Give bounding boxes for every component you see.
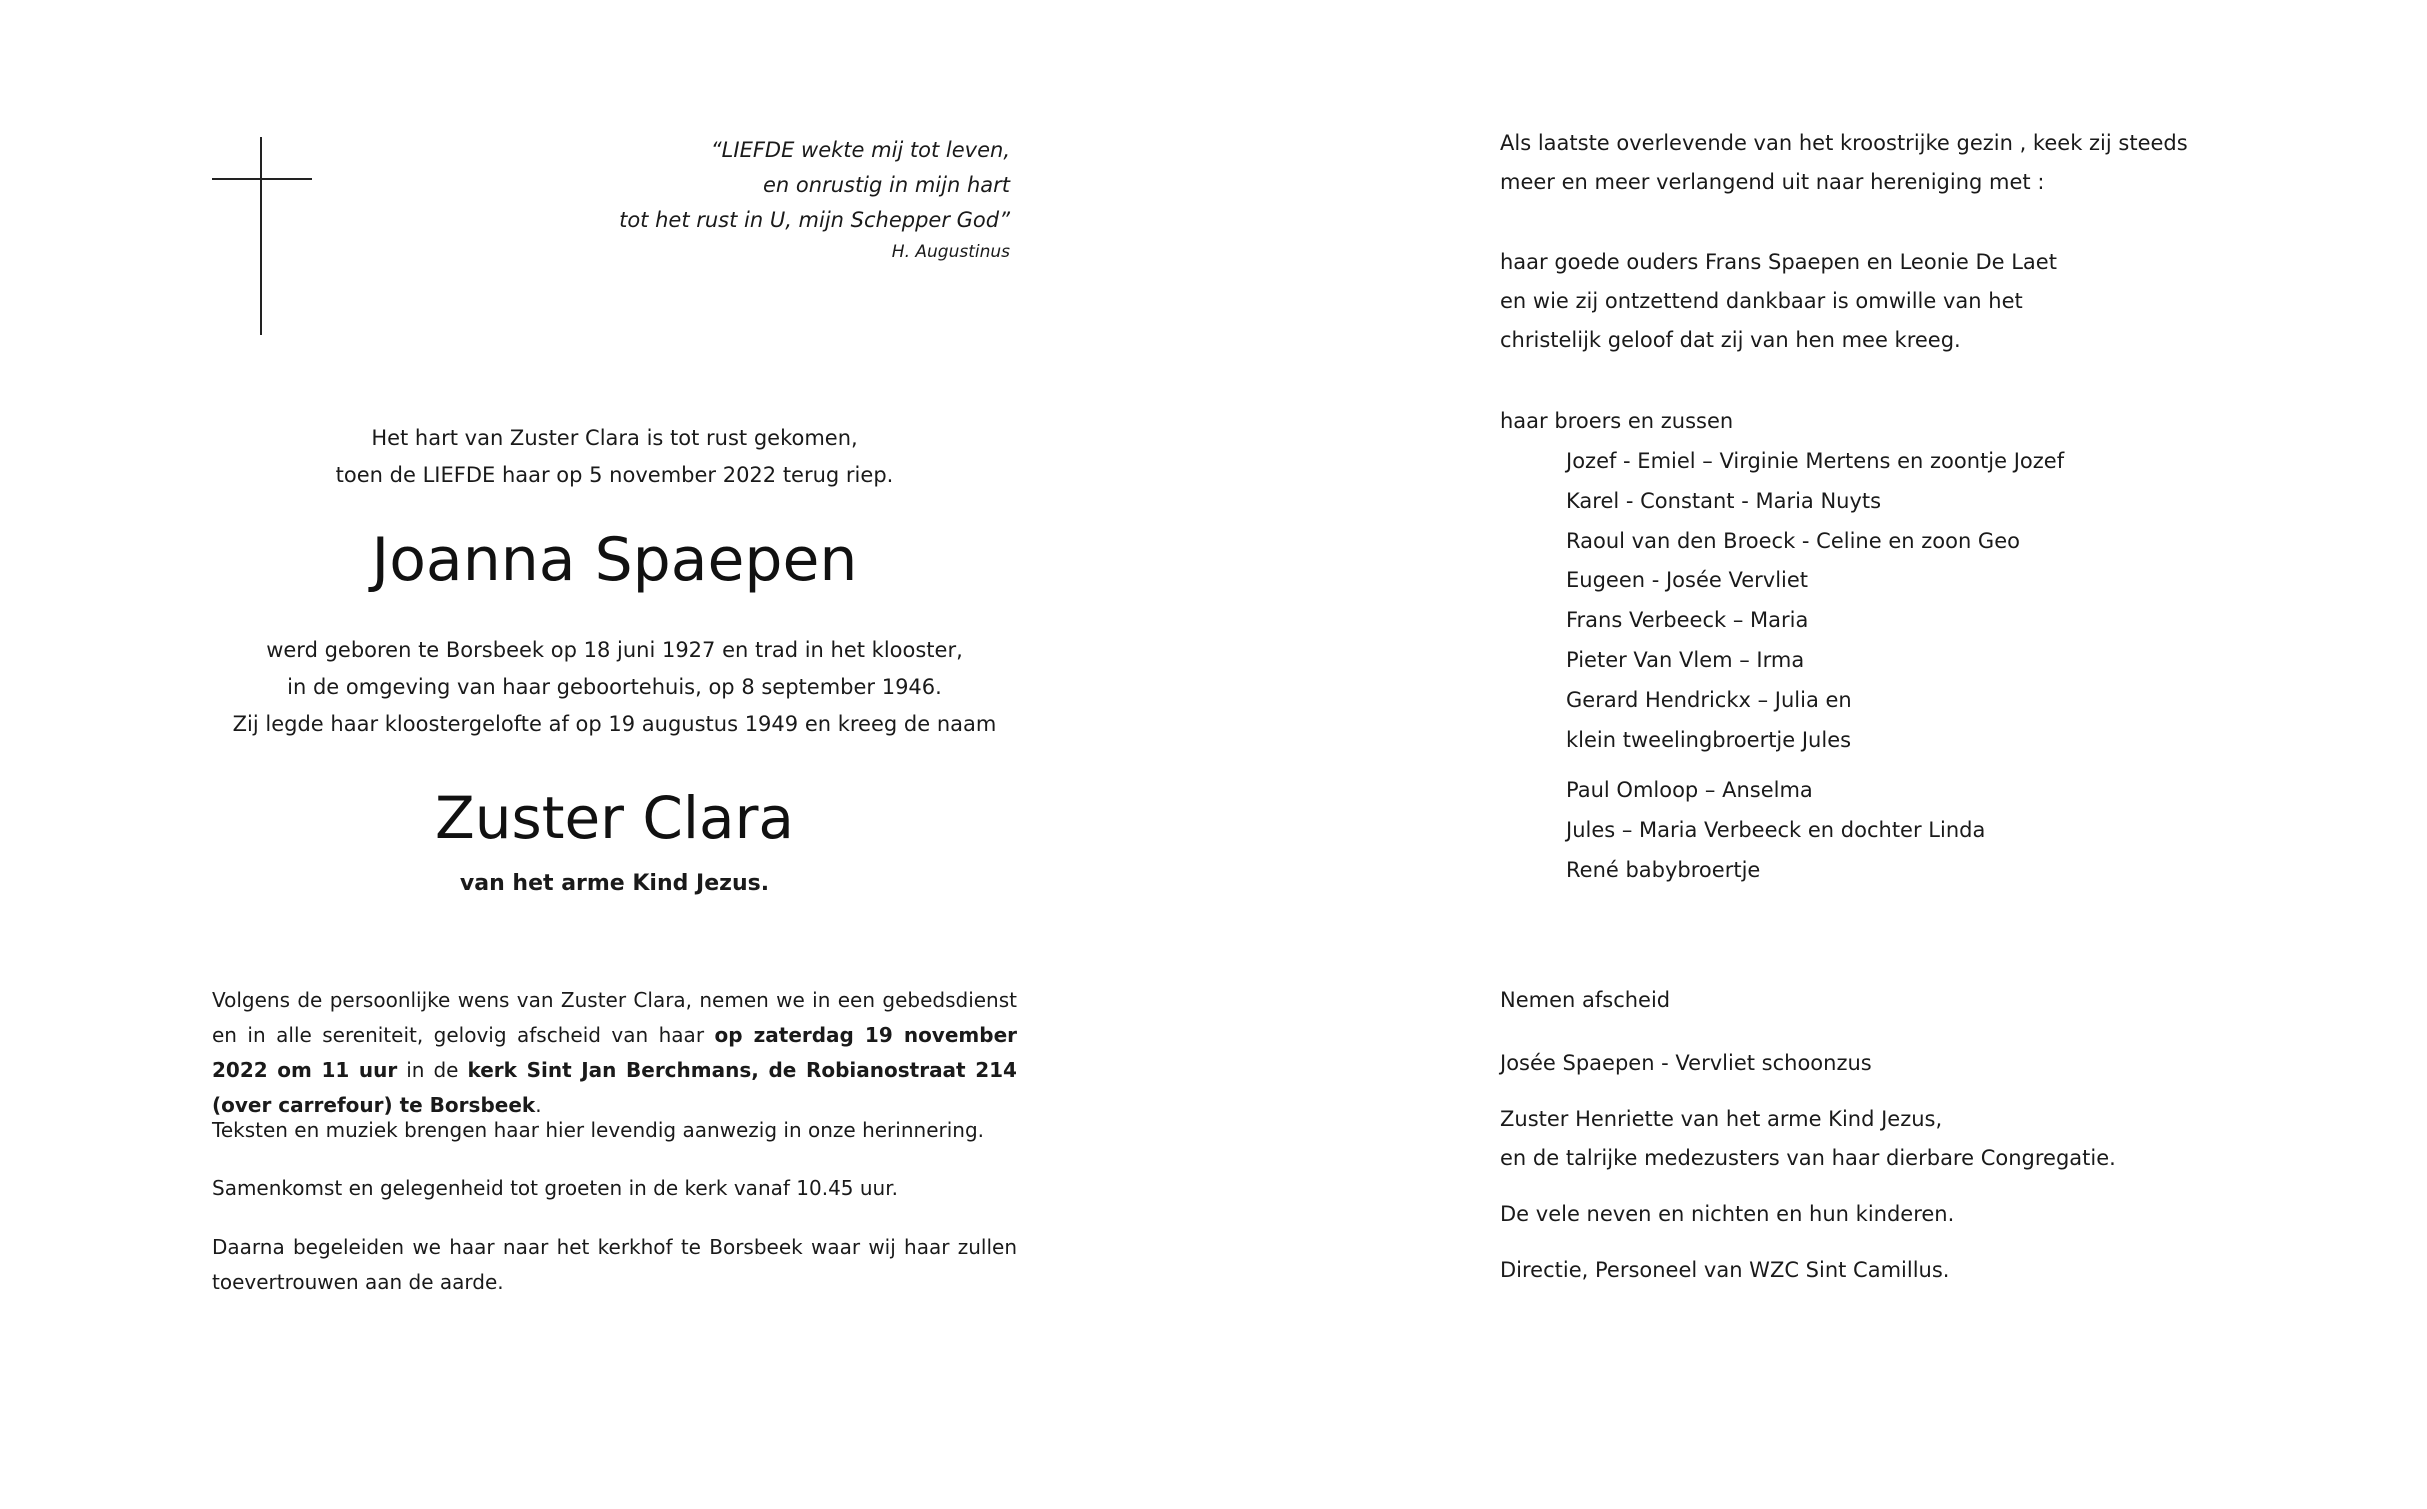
biography-line: in de omgeving van haar geboortehuis, op 8 september 1946. [287,675,942,699]
farewell-line: Zuster Henriette van het arme Kind Jezus, [1500,1107,1943,1131]
list-item: Jozef - Emiel – Virginie Mertens en zoontje Jozef [1566,449,2065,473]
list-item: Frans Verbeeck – Maria [1566,608,1809,633]
service-text: . [535,1093,542,1117]
siblings-list [1566,442,2064,760]
farewell-line: en de talrijke medezusters van haar dierbare Congregatie. [1500,1146,2116,1170]
list-item: René babybroertje [1566,857,1761,882]
service-location: kerk Sint Jan Berchmans, de Robianostraat 214 (over carrefour) te Borsbeek [212,1058,1017,1117]
deceased-name: Joanna Spaepen [371,525,858,595]
farewell-sister-in-law: Josée Spaepen - Vervliet schoonzus [1500,1051,1872,1075]
intro-line: Het hart van Zuster Clara is tot rust gekomen, [371,426,858,450]
list-item: Jules – Maria Verbeeck en dochter Linda [1566,817,1986,842]
reunion-intro [1500,124,2188,202]
biography-line: werd geboren te Borsbeek op 18 juni 1927 en trad in het klooster, [266,638,963,662]
intro-text [212,420,1017,494]
quote-line: en onrustig in mijn hart [763,173,1010,197]
cross-horizontal-bar [212,178,312,180]
reunion-line: meer en meer verlangend uit naar hereniging met : [1500,170,2045,194]
religious-name: Zuster Clara [435,784,794,852]
parents-line: en wie zij ontzettend dankbaar is omwille van het [1500,289,2023,313]
service-paragraph [212,983,1017,1123]
cross-icon [212,137,312,335]
music-paragraph: Teksten en muziek brengen haar hier levendig aanwezig in onze herinnering. [212,1118,985,1142]
service-text: Volgens de persoonlijke wens van Zuster Clara, nemen we in een gebedsdienst en in alle sereniteit, gelovig afscheid van haar [212,988,1017,1047]
list-item: klein tweelingbroertje Jules [1566,727,1852,752]
farewell-care-home: Directie, Personeel van WZC Sint Camillus. [1500,1258,1950,1282]
quote-author: H. Augustinus [891,242,1010,262]
list-item: Karel - Constant - Maria Nuyts [1566,488,1882,513]
reunion-line: Als laatste overlevende van het kroostrijke gezin , keek zij steeds [1500,131,2188,155]
congregation-name: van het arme Kind Jezus. [459,871,770,896]
biography-text [212,632,1017,743]
augustinus-quote [619,133,1010,266]
burial-paragraph: Daarna begeleiden we haar naar het kerkhof te Borsbeek waar wij haar zullen toevertrouwen aan de aarde. [212,1235,1017,1294]
list-item: Eugeen - Josée Vervliet [1566,568,1809,593]
farewell-relatives: De vele neven en nichten en hun kinderen. [1500,1202,1955,1226]
parents-line: christelijk geloof dat zij van hen mee kreeg. [1500,328,1961,352]
cross-vertical-bar [260,137,262,335]
siblings-heading: haar broers en zussen [1500,409,1734,433]
list-item: Raoul van den Broeck - Celine en zoon Geo [1566,528,2020,553]
siblings-list-continued [1566,771,1985,890]
gathering-paragraph: Samenkomst en gelegenheid tot groeten in de kerk vanaf 10.45 uur. [212,1176,898,1200]
list-item: Paul Omloop – Anselma [1566,778,1813,802]
service-text: in de [397,1058,468,1082]
farewell-heading: Nemen afscheid [1500,988,1671,1012]
quote-line: “LIEFDE wekte mij tot leven, [710,138,1010,162]
intro-line: toen de LIEFDE haar op 5 november 2022 terug riep. [335,463,894,487]
list-item: Pieter Van Vlem – Irma [1566,647,1805,672]
service-date: op zaterdag 19 november 2022 om 11 uur [212,1023,1017,1082]
quote-line: tot het rust in U, mijn Schepper God” [619,208,1010,232]
parents-line: haar goede ouders Frans Spaepen en Leonie De Laet [1500,250,2057,274]
list-item: Gerard Hendrickx – Julia en [1566,687,1852,712]
biography-line: Zij legde haar kloostergelofte af op 19 augustus 1949 en kreeg de naam [232,712,997,736]
farewell-congregation [1500,1100,2116,1178]
parents-text [1500,243,2057,360]
